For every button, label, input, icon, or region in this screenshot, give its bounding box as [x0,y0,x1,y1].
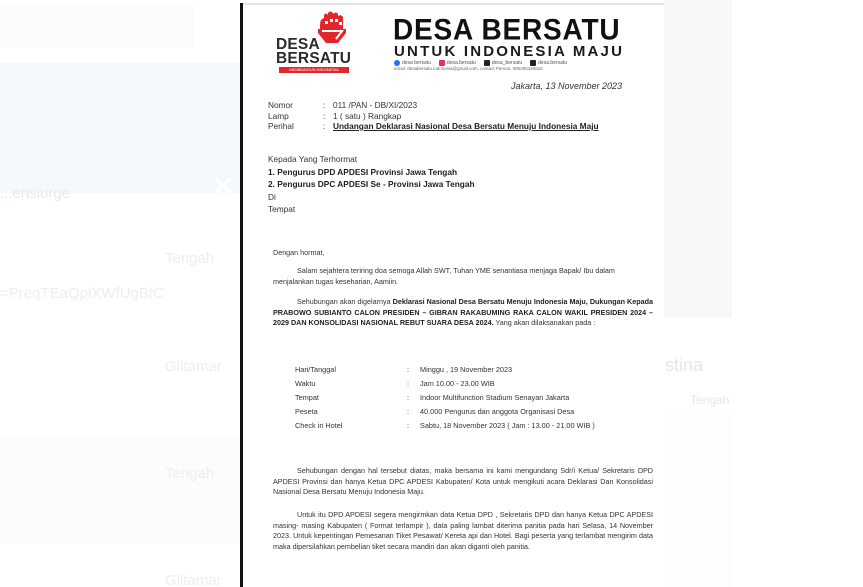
meta-colon: : [323,110,326,121]
schedule-colon: : [407,393,410,402]
paragraph-invitation: Sehubungan dengan hal tersebut diatas, maka bersama ini kami mengundang Sdr/i Ketua/ Sekretaris DPD APDESI Provinsi dan hanya Ketua DPC APDESI Kabupaten/ Kota untuk mengikuti acara Deklarasi Dan Konsolidasi Nasional Desa Bersatu Menuju Indonesia Maju. [273,466,653,497]
meta-label: Lamp [268,110,289,121]
schedule-row [295,391,595,405]
schedule-row [295,363,595,377]
recipient-intro: Kepada Yang Terhormat [268,154,358,164]
background-label: Tengah [690,393,730,407]
meta-colon: : [323,100,326,110]
paragraph-event-title: Deklarasi Nasional Desa Bersatu Menuju Indonesia Maju, Dukungan Kepada PRABOWO SUBIANTO CALON PRESIDEN – GIBRAN RAKABUMING RAKA CALON WAKIL PRESIDEN 2024 – 2029 DAN KONSOLIDASI NASIONAL REBUT SUARA DESA 2024. [273,297,653,328]
contact-info: email: desabersatu.indonesia@gmail.com, contact Person: 085280446515 [394,66,543,71]
recipient-block [268,153,475,216]
schedule-label: Check in Hotel [295,421,343,430]
letter-subject: Undangan Deklarasi Nasional Desa Bersatu Menuju Indonesia Maju [333,121,599,131]
schedule-colon: : [407,365,410,374]
social-handle: desa.bersatu [538,60,568,66]
background-label: =PreqTEaQplXWfUgBfC [0,285,164,302]
meta-colon: : [323,121,326,131]
social-handle: desa.bersatu [446,60,476,66]
schedule-label: Peseta [295,407,318,416]
background-label: Tengah [165,250,215,267]
meta-row-lamp [268,111,599,122]
recipient-item: 2. Pengurus DPC APDESI Se - Provinsi Jawa Tengah [268,179,475,189]
schedule-value: Indoor Multifunction Stadium Senayan Jakarta [420,393,570,402]
schedule-value: 40.000 Pengurus dan anggota Organisasi Desa [420,407,575,416]
schedule-label: Hari/Tanggal [295,365,336,374]
background-column [664,410,732,587]
logo-text-desa: DESA [276,36,320,53]
background-label: Tengah [165,465,215,482]
meta-label: Perihal [268,121,294,131]
background-label: stina [665,355,704,375]
event-schedule [295,363,595,433]
schedule-colon: : [407,379,410,388]
letter-date: Jakarta, 13 November 2023 [511,81,623,91]
meta-label: Nomor [268,100,293,110]
background-banner-label: ...ensiurge [0,185,71,202]
meta-value: 011 /PAN - DB/XI/2023 [333,100,418,110]
letter-meta [268,100,599,132]
background-label: Giltamar [165,358,222,375]
paragraph-opening: Salam sejahtera teriring doa semoga Allah SWT, Tuhan YME senantiasa menjaga Bapak/ Ibu dalam menjalankan tugas keseharian, Aamiin. [273,266,615,286]
recipient-at: Di [268,191,276,202]
background-image-card [664,0,732,318]
schedule-value: Minggu , 19 November 2023 [420,365,513,374]
letterhead-subtitle: UNTUK INDONESIA MAJU [394,43,625,60]
logo-tagline: MEMBANGUN INDONESIA [279,67,349,73]
document-top-edge [243,3,664,5]
schedule-row [295,419,595,433]
schedule-value: Sabtu, 18 November 2023 ( Jam : 13.00 - 21.00 WIB ) [420,421,595,430]
schedule-row [295,405,595,419]
greeting: Dengan hormat, [273,248,325,257]
schedule-label: Waktu [295,379,316,388]
paragraph-event [273,297,653,329]
schedule-value: Jam 10.00 - 23.00 WIB [420,379,495,388]
recipient-item: 1. Pengurus DPD APDESI Provinsi Jawa Tengah [268,166,458,177]
raised-fist-houses-icon [316,11,348,45]
background-top-bar [0,5,195,47]
letterhead-title: DESA BERSATU [393,13,621,46]
background-label: Giltamar [165,572,222,587]
meta-row-nomor [268,100,599,111]
social-handle: desa_bersatu [491,60,523,66]
logo-text-bersatu: BERSATU [276,50,352,67]
schedule-row [295,377,595,391]
recipient-place: Tempat [268,204,296,214]
background-banner [0,63,240,202]
schedule-colon: : [407,421,410,430]
meta-row-perihal [268,121,599,132]
desa-bersatu-logo [276,11,356,75]
close-icon[interactable]: ✕ [212,171,234,201]
background-band [0,437,240,543]
paragraph-event-tail: Yang akan dilaksanakan pada : [493,318,596,328]
schedule-colon: : [407,407,410,416]
social-handle: desa bersatu [402,60,431,66]
paragraph-event-lead: Sehubungan akan digelarnya [297,297,393,306]
schedule-label: Tempat [295,393,319,402]
meta-value: 1 ( satu ) Rangkap [333,110,402,121]
letter-document [240,3,664,587]
paragraph-instructions: Untuk itu DPD APDESI segera mengirmkan data Ketua DPD , Sekretaris DPD dan hanya Ketua DPC APDESI masing- masing Kabupaten ( Format terlampir ), data paling lambat diterima panitia pada hari Selasa, 14 November 2023. Untuk kepentingan Pemesanan Tiket Pesawat/ Kereta api dan Hotel. Bagi peserta yang terlambat mengirim data maka dipersilahkan pembelian tiket secara mandiri dan akan diganti oleh panitia. [273,510,653,551]
